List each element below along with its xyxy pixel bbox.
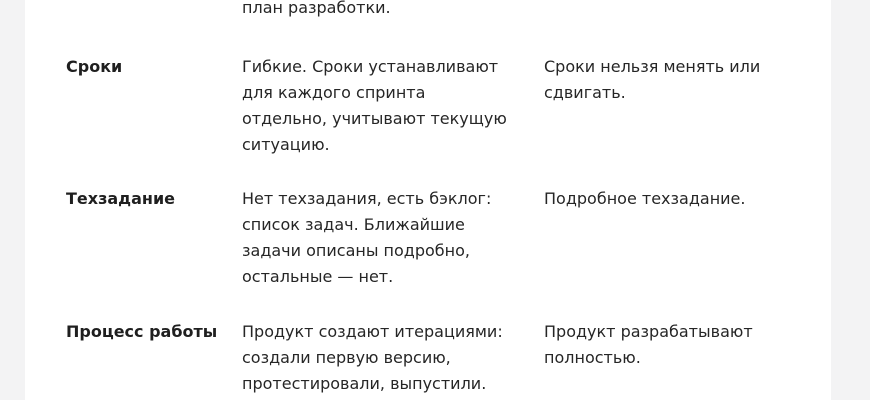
waterfall-spec: Подробное техзадание. bbox=[544, 189, 746, 208]
waterfall-deadlines: Сроки нельзя менять или сдвигать. bbox=[544, 57, 761, 102]
comparison-table bbox=[25, 0, 831, 400]
criterion-process: Процесс работы bbox=[66, 322, 218, 341]
waterfall-process: Продукт разрабатывают полностью. bbox=[544, 322, 753, 367]
agile-fragment-cell: план разработки. bbox=[242, 0, 391, 17]
agile-spec: Нет техзадания, есть бэклог: список задач. Ближайшие задачи описаны подробно, остальные — нет. bbox=[242, 189, 492, 286]
agile-deadlines: Гибкие. Сроки устанавливают для каждого спринта отдельно, учитывают текущую ситуацию. bbox=[242, 57, 507, 154]
criterion-spec: Техзадание bbox=[66, 189, 176, 208]
agile-process: Продукт создают итерациями: создали первую версию, протестировали, выпустили. bbox=[242, 322, 503, 393]
criterion-deadlines: Сроки bbox=[66, 57, 123, 76]
